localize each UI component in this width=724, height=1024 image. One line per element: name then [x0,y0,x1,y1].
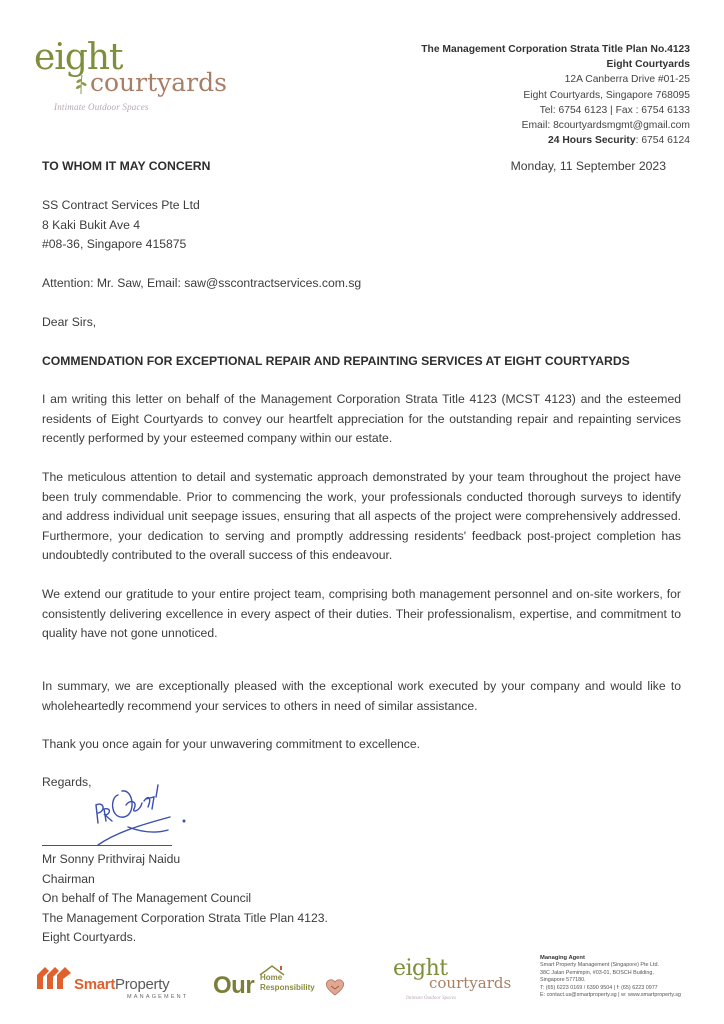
footer-logo-courtyards: courtyards [429,974,512,992]
managing-agent-block [540,955,681,999]
home-word: Home [260,973,283,982]
greeting: Dear Sirs, [42,315,97,329]
smart-word: Smart [74,976,116,993]
logo-tagline: Intimate Outdoor Spaces [54,102,149,112]
signature-line [42,845,172,846]
logo-word-courtyards: courtyards [90,68,227,97]
managing-agent-line: Singapore 577180. [540,977,586,984]
closing: Regards, [42,775,92,789]
our-home-responsibility-logo [213,964,348,1000]
address-line-2: Eight Courtyards, Singapore 768095 [523,89,690,101]
sender-address-block [421,42,690,148]
managing-agent-title: Managing Agent [540,955,585,961]
address-line-1: 12A Canberra Drive #01-25 [564,74,690,86]
signatory-block [42,850,328,948]
recipient-block [42,196,200,255]
tel-fax: Tel: 6754 6123 | Fax : 6754 6133 [539,104,690,116]
responsibility-word: Responsibility [260,983,315,992]
managing-agent-line: T: (65) 6223 0169 / 6390 9504 | f: (65) 6223 0977 [540,984,658,991]
recipient-address-2: #08-36, Singapore 415875 [42,237,187,251]
handwritten-signature [88,775,198,850]
our-word: Our [213,972,255,999]
signatory-title: Chairman [42,871,95,886]
heart-handshake-icon [325,978,345,996]
body-paragraph: I am writing this letter on behalf of the Management Corporation Strata Title 4123 (MCST 4123) and the esteemed residents of Eight Courtyards to convey our heartfelt appreciation for the outstanding repair and repainting services recently performed by your esteemed company within our estate. [42,392,681,445]
org-title: The Management Corporation Strata Title Plan No.4123 [421,44,690,55]
body-paragraph: Thank you once again for your unwavering commitment to excellence. [42,737,421,751]
subject-line: COMMENDATION FOR EXCEPTIONAL REPAIR AND REPAINTING SERVICES AT EIGHT COURTYARDS [42,354,630,368]
to-whom-heading: TO WHOM IT MAY CONCERN [42,159,211,173]
signatory-line-5: Eight Courtyards. [42,930,137,944]
recipient-company: SS Contract Services Pte Ltd [42,198,200,212]
rooftops-icon [37,963,77,989]
smart-property-name [74,976,169,993]
eight-courtyards-footer-logo [393,958,513,1008]
property-word: Property [115,976,170,993]
body-paragraph: We extend our gratitude to your entire project team, comprising both management personnel and on-site workers, for consistently delivering excellence in every aspect of their duties. Their professionalism, expertise, and commitment to quality have not gone unnoticed. [42,587,681,640]
email: Email: 8courtyardsmgmt@gmail.com [521,120,690,132]
org-name: Eight Courtyards [606,59,690,71]
leaf-sprig-icon [74,73,88,95]
signatory-name: Mr Sonny Prithviraj Naidu [42,852,181,866]
smart-property-subtitle: MANAGEMENT [127,994,189,1000]
managing-agent-line: 38C Jalan Pemimpin, #03-01, BOSCH Building, [540,969,654,976]
signatory-line-3: On behalf of The Management Council [42,891,252,905]
signatory-line-4: The Management Corporation Strata Title Plan 4123. [42,910,328,925]
managing-agent-line: Smart Property Management (Singapore) Pte Ltd. [540,962,659,969]
managing-agent-line: E: contact.us@smartproperty.sg | w: www.smartproperty.sg [540,992,681,999]
footer-logo-eight: eight [393,956,448,981]
attention-line: Attention: Mr. Saw, Email: saw@sscontractservices.com.sg [42,276,362,290]
letter-date: Monday, 11 September 2023 [510,159,666,173]
security-label: 24 Hours Security [548,135,636,147]
recipient-address-1: 8 Kaki Bukit Ave 4 [42,217,141,232]
logo-word-eight: eight [34,37,123,78]
eight-courtyards-logo [30,37,250,120]
security-number: : 6754 6124 [635,135,690,147]
footer-logo-tagline: Intimate Outdoor Spaces [406,996,456,1001]
body-paragraph: In summary, we are exceptionally pleased with the exceptional work executed by your company and would like to wholeheartedly recommend your services to others in need of similar assistance. [42,679,681,713]
security-line [421,133,690,148]
smart-property-logo [37,963,187,1003]
body-paragraph: The meticulous attention to detail and systematic approach demonstrated by your team throughout the project have been truly commendable. Prior to commencing the work, your professionals conducted thorough surveys to identify and address individual unit seepage issues, ensuring that all aspects of the project were comprehensively addressed. Furthermore, your dedication to serving and promptly addressing residents' feedback post-project completion has undoubtedly contributed to the overall success of this endeavour. [42,470,681,562]
